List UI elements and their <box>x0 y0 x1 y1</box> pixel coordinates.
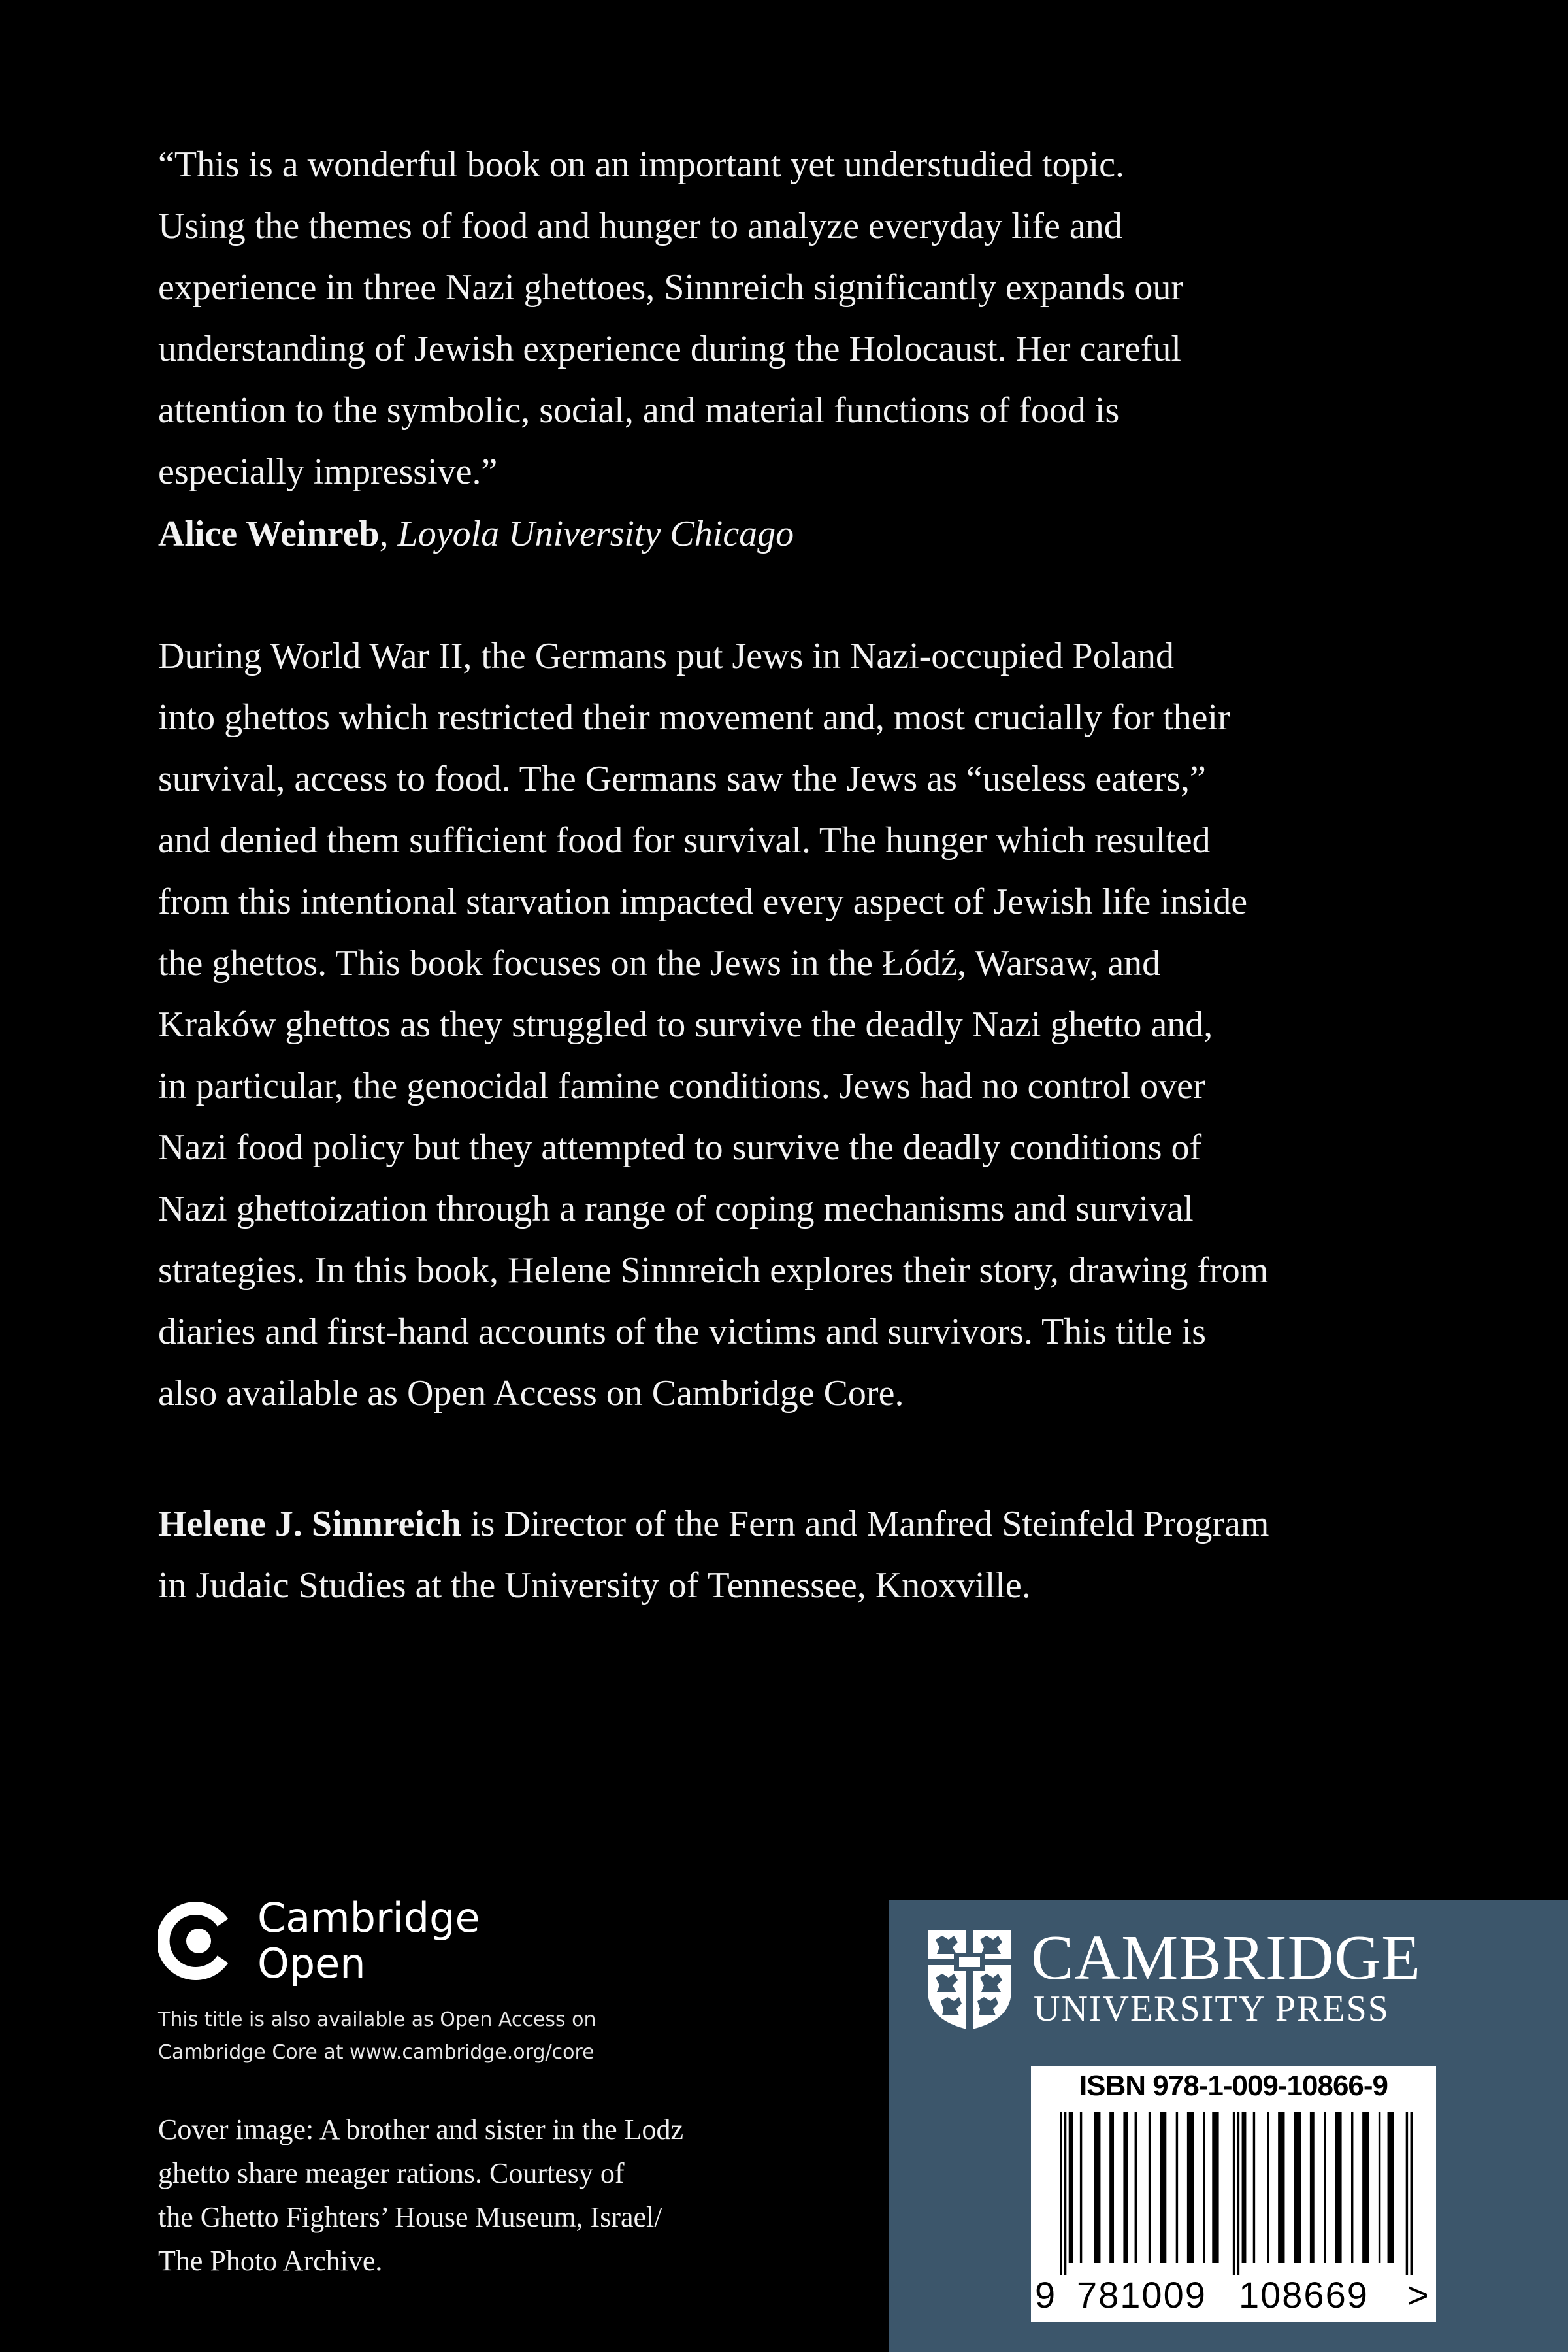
barcode-bar <box>1203 2112 1205 2263</box>
credit-line: The Photo Archive. <box>158 2245 383 2277</box>
description-line: survival, access to food. The Germans saw the Jews as “useless eaters,” <box>158 759 1206 799</box>
quote-attribution <box>158 503 1386 565</box>
barcode-bar <box>1294 2112 1301 2263</box>
description-line: and denied them sufficient food for survival. The hunger which resulted <box>158 820 1211 861</box>
barcode-arrow: > <box>1407 2274 1429 2315</box>
isbn-label: ISBN 978-1-009-10866-9 <box>1079 2070 1388 2102</box>
author-bio <box>158 1493 1386 1616</box>
barcode-bar <box>1335 2112 1341 2263</box>
description-line: Kraków ghettos as they struggled to survive the deadly Nazi ghetto and, <box>158 1004 1213 1045</box>
cover-image-credit <box>158 2108 779 2283</box>
barcode-bar <box>1237 2112 1239 2275</box>
barcode-bar <box>1135 2112 1137 2263</box>
cambridge-open-wordmark <box>257 1895 480 1987</box>
barcode-bar <box>1064 2112 1066 2275</box>
barcode-bar <box>1324 2112 1326 2263</box>
description-line: the ghettos. This book focuses on the Jews in the Łódź, Warsaw, and <box>158 943 1161 984</box>
barcode-bar <box>1253 2112 1255 2263</box>
author-name: Helene J. Sinnreich <box>158 1504 462 1544</box>
barcode-bar <box>1060 2112 1062 2275</box>
quote-line: “This is a wonderful book on an important yet understudied topic. <box>158 144 1125 185</box>
barcode-bar <box>1379 2112 1380 2263</box>
credit-line: ghetto share meager rations. Courtesy of <box>158 2157 625 2189</box>
barcode-bar <box>1411 2112 1413 2275</box>
publisher-panel <box>889 1900 1568 2352</box>
attribution-separator: , <box>379 514 398 554</box>
bio-text: is Director of the Fern and Manfred Steinfeld Program <box>461 1504 1269 1544</box>
endorsement-quote <box>158 134 1386 503</box>
description-line: During World War II, the Germans put Jews in Nazi-occupied Poland <box>158 636 1174 676</box>
barcode-bar <box>1080 2112 1082 2263</box>
barcode-digits <box>1031 2274 1436 2319</box>
barcode-bar <box>1267 2112 1269 2263</box>
credit-line: the Ghetto Fighters’ House Museum, Israel/ <box>158 2201 662 2233</box>
university-crest-icon <box>925 1928 1014 2032</box>
barcode-bar <box>1310 2112 1315 2263</box>
description-line: Nazi food policy but they attempted to survive the deadly conditions of <box>158 1127 1202 1168</box>
open-access-note <box>158 2004 681 2069</box>
publisher-name: CAMBRIDGE <box>1031 1923 1422 1993</box>
quote-author: Alice Weinreb <box>158 514 380 554</box>
description-line: in particular, the genocidal famine conditions. Jews had no control over <box>158 1066 1205 1106</box>
barcode-digit-group: 781009 <box>1077 2274 1207 2315</box>
barcode-bar <box>1242 2112 1247 2263</box>
barcode-digit-first: 9 <box>1035 2274 1056 2315</box>
barcode-bar <box>1388 2112 1394 2263</box>
bio-line: in Judaic Studies at the University of Tennessee, Knoxville. <box>158 1565 1031 1606</box>
description-line: Nazi ghettoization through a range of coping mechanisms and survival <box>158 1189 1194 1229</box>
credit-line: Cover image: A brother and sister in the Lodz <box>158 2113 684 2145</box>
barcode-bar <box>1233 2112 1235 2275</box>
barcode-bar <box>1123 2112 1128 2263</box>
barcode-digit-group: 108669 <box>1239 2274 1369 2315</box>
barcode-bar <box>1094 2112 1100 2263</box>
barcode-bar <box>1160 2112 1166 2263</box>
cambridge-open-logo <box>158 1895 498 1987</box>
description-line: also available as Open Access on Cambridge Core. <box>158 1373 904 1414</box>
barcode-bar <box>1362 2112 1369 2263</box>
description-line: from this intentional starvation impacted every aspect of Jewish life inside <box>158 882 1248 922</box>
barcode-bar <box>1278 2112 1284 2263</box>
quote-line: especially impressive.” <box>158 452 498 492</box>
barcode-bar <box>1212 2112 1218 2263</box>
isbn-barcode <box>1031 2066 1436 2322</box>
quote-line: Using the themes of food and hunger to analyze everyday life and <box>158 206 1122 246</box>
brand-line: Cambridge <box>257 1894 480 1942</box>
barcode-bars <box>1060 2112 1413 2275</box>
barcode-bar <box>1351 2112 1353 2263</box>
bio-line <box>158 1493 1386 1555</box>
quote-affiliation: Loyola University Chicago <box>397 514 794 554</box>
cambridge-open-icon <box>158 1902 237 1980</box>
brand-line: Open <box>257 1940 366 1987</box>
barcode-bar <box>1149 2112 1151 2263</box>
quote-line: understanding of Jewish experience during the Holocaust. Her careful <box>158 329 1181 369</box>
barcode-bar <box>1406 2112 1408 2275</box>
note-line: Cambridge Core at www.cambridge.org/core <box>158 2041 595 2064</box>
publisher-subtitle: UNIVERSITY PRESS <box>1034 1989 1390 2029</box>
barcode-bar <box>1109 2112 1114 2263</box>
barcode-bar <box>1187 2112 1194 2263</box>
book-description <box>158 625 1386 1424</box>
note-line: This title is also available as Open Access on <box>158 2008 596 2031</box>
description-line: diaries and first-hand accounts of the victims and survivors. This title is <box>158 1312 1206 1352</box>
barcode-bar <box>1176 2112 1178 2263</box>
barcode-bar <box>1069 2112 1073 2263</box>
description-line: into ghettos which restricted their movement and, most crucially for their <box>158 697 1230 738</box>
quote-line: experience in three Nazi ghettoes, Sinnreich significantly expands our <box>158 267 1184 308</box>
quote-line: attention to the symbolic, social, and material functions of food is <box>158 390 1120 431</box>
description-line: strategies. In this book, Helene Sinnreich explores their story, drawing from <box>158 1250 1269 1291</box>
